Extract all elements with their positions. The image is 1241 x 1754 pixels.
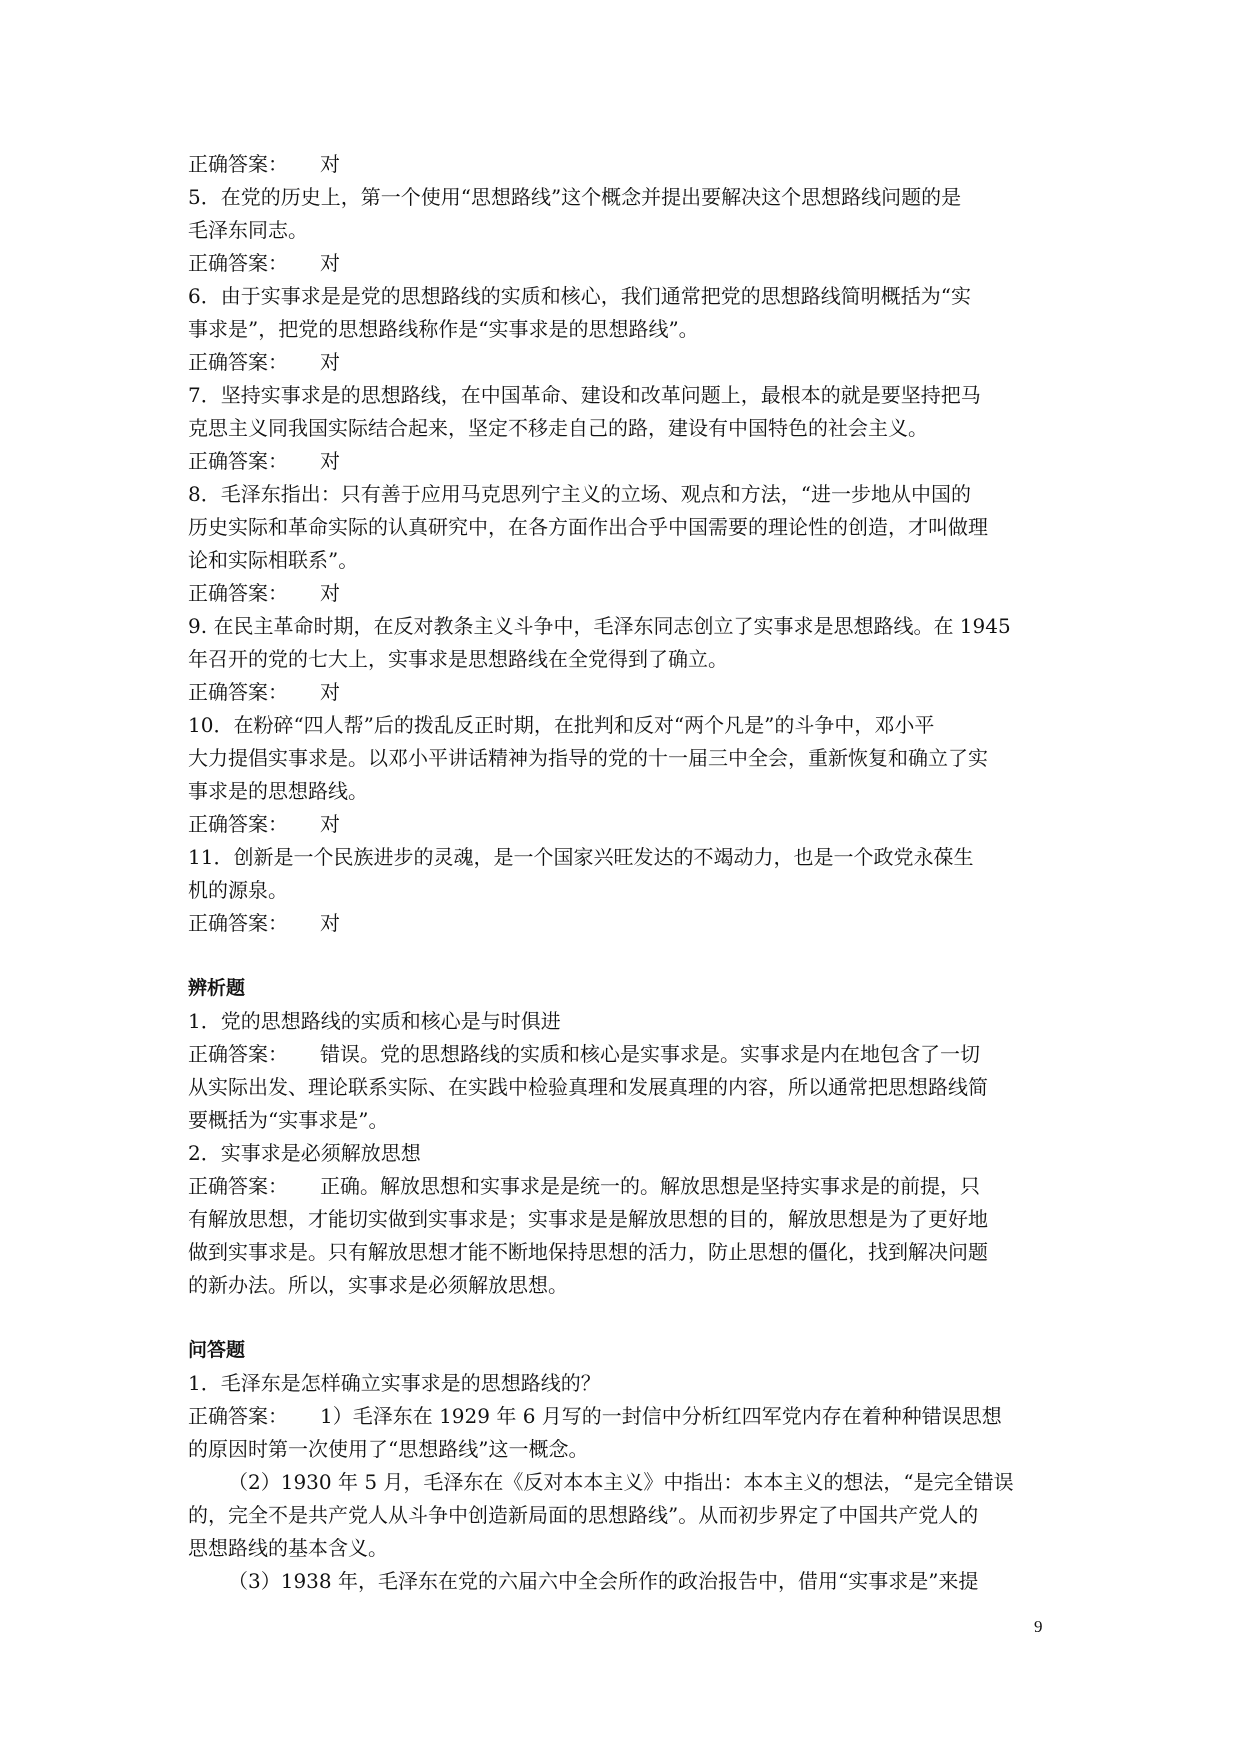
answer-line: 要概括为“实事求是”。 — [188, 1108, 389, 1132]
question-line: 论和实际相联系”。 — [188, 548, 359, 572]
answer-line: 从实际出发、理论联系实际、在实践中检验真理和发展真理的内容，所以通常把思想路线简 — [188, 1075, 988, 1099]
answer-line: 思想路线的基本含义。 — [188, 1536, 388, 1560]
answer-line: （2）1930 年 5 月，毛泽东在《反对本本主义》中指出：本本主义的想法，“是完全错误 — [228, 1470, 1014, 1494]
answer-line: 正确答案： 对 — [188, 812, 340, 836]
answer-line: 有解放思想，才能切实做到实事求是；实事求是是解放思想的目的，解放思想是为了更好地 — [188, 1207, 988, 1231]
question-line: 机的源泉。 — [188, 878, 288, 902]
question-line: 8．毛泽东指出：只有善于应用马克思列宁主义的立场、观点和方法，“进一步地从中国的 — [188, 482, 971, 506]
question-line: 11．创新是一个民族进步的灵魂，是一个国家兴旺发达的不竭动力，也是一个政党永葆生 — [188, 845, 974, 869]
question-line: 1．党的思想路线的实质和核心是与时俱进 — [188, 1009, 561, 1033]
document-body — [188, 148, 1060, 1598]
question-line: 事求是”，把党的思想路线称作是“实事求是的思想路线”。 — [188, 317, 699, 341]
question-line: 9. 在民主革命时期，在反对教条主义斗争中，毛泽东同志创立了实事求是思想路线。在 1945 — [188, 614, 1011, 638]
answer-value: 对 — [320, 911, 340, 935]
question-line: 历史实际和革命实际的认真研究中，在各方面作出合乎中国需要的理论性的创造，才叫做理 — [188, 515, 988, 539]
answer-line: 正确答案： 对 — [188, 680, 340, 704]
answer-line: 的，完全不是共产党人从斗争中创造新局面的思想路线”。从而初步界定了中国共产党人的 — [188, 1503, 979, 1527]
section-heading-wenda: 问答题 — [188, 1339, 246, 1361]
answer-value: 对 — [320, 350, 340, 374]
question-line: 克思主义同我国实际结合起来，坚定不移走自己的路，建设有中国特色的社会主义。 — [188, 416, 928, 440]
answer-line: 的新办法。所以，实事求是必须解放思想。 — [188, 1273, 568, 1297]
answer-line: 正确答案： 1）毛泽东在 1929 年 6 月写的一封信中分析红四军党内存在着种种错误思想 — [188, 1404, 1002, 1428]
answer-value: 对 — [320, 152, 340, 176]
answer-value: 对 — [320, 680, 340, 704]
question-line: 6．由于实事求是是党的思想路线的实质和核心，我们通常把党的思想路线简明概括为“实 — [188, 284, 971, 308]
answer-line: 正确答案： 对 — [188, 581, 340, 605]
answer-value: 对 — [320, 812, 340, 836]
answer-value: 对 — [320, 251, 340, 275]
answer-line: 的原因时第一次使用了“思想路线”这一概念。 — [188, 1437, 589, 1461]
question-line: 7．坚持实事求是的思想路线，在中国革命、建设和改革问题上，最根本的就是要坚持把马 — [188, 383, 981, 407]
question-line: 2．实事求是必须解放思想 — [188, 1141, 421, 1165]
answer-line: 正确答案： 正确。解放思想和实事求是是统一的。解放思想是坚持实事求是的前提，只 — [188, 1174, 980, 1198]
answer-line: 正确答案： 对 — [188, 911, 340, 935]
question-line: 大力提倡实事求是。以邓小平讲话精神为指导的党的十一届三中全会，重新恢复和确立了实 — [188, 746, 988, 770]
answer-line: 正确答案： 对 — [188, 350, 340, 374]
answer-text: 正确。解放思想和实事求是是统一的。解放思想是坚持实事求是的前提，只 — [320, 1174, 980, 1198]
answer-value: 对 — [320, 449, 340, 473]
page-number: 9 — [1034, 1617, 1043, 1636]
answer-line: 正确答案： 错误。党的思想路线的实质和核心是实事求是。实事求是内在地包含了一切 — [188, 1042, 980, 1066]
question-line: 5．在党的历史上，第一个使用“思想路线”这个概念并提出要解决这个思想路线问题的是 — [188, 185, 962, 209]
question-line: 事求是的思想路线。 — [188, 779, 368, 803]
question-line: 毛泽东同志。 — [188, 218, 308, 242]
answer-line: 做到实事求是。只有解放思想才能不断地保持思想的活力，防止思想的僵化，找到解决问题 — [188, 1240, 988, 1264]
answer-line: 正确答案： 对 — [188, 152, 340, 176]
answer-text: 1）毛泽东在 1929 年 6 月写的一封信中分析红四军党内存在着种种错误思想 — [320, 1404, 1002, 1428]
question-line: 年召开的党的七大上，实事求是思想路线在全党得到了确立。 — [188, 647, 728, 671]
section-heading-bianxi: 辨析题 — [188, 977, 246, 999]
answer-line: 正确答案： 对 — [188, 449, 340, 473]
question-line: 1．毛泽东是怎样确立实事求是的思想路线的？ — [188, 1371, 601, 1395]
answer-value: 对 — [320, 581, 340, 605]
answer-text: 错误。党的思想路线的实质和核心是实事求是。实事求是内在地包含了一切 — [320, 1042, 980, 1066]
question-line: 10．在粉碎“四人帮”后的拨乱反正时期，在批判和反对“两个凡是”的斗争中，邓小平 — [188, 713, 935, 737]
answer-line: 正确答案： 对 — [188, 251, 340, 275]
answer-line: （3）1938 年，毛泽东在党的六届六中全会所作的政治报告中，借用“实事求是”来提 — [228, 1569, 979, 1593]
